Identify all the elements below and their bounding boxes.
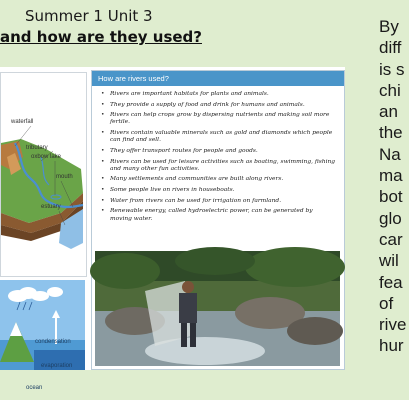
side-text-column (379, 16, 409, 357)
river-photo-illustration (95, 251, 340, 366)
list-item: • They provide a supply of food and drink for humans and animals. (100, 102, 336, 109)
side-text-line: ma (379, 166, 403, 186)
water-cycle-illustration (0, 280, 85, 370)
label-waterfall: waterfall (11, 119, 34, 125)
side-text-line: By (379, 17, 399, 36)
rivers-poster (0, 67, 345, 391)
side-text-line: bot (379, 187, 403, 207)
list-item: • They offer transport routes for people and goods. (100, 148, 336, 155)
label-condensation: condensation (35, 339, 71, 345)
uses-list (92, 86, 344, 223)
fishing-river-photo (95, 251, 340, 366)
list-item: • Rivers are important habitats for plants and animals. (100, 91, 336, 98)
label-tributary: tributary (26, 145, 48, 151)
side-text-line: fea (379, 272, 403, 292)
rivers-uses-panel (91, 70, 345, 370)
label-ocean: ocean (26, 385, 43, 391)
list-item: • Many settlements and communities are built along rivers. (100, 176, 336, 183)
list-item: • Rivers contain valuable minerals such as gold and diamonds which people can find and sell. (100, 130, 336, 144)
side-text-line: chi (379, 80, 401, 100)
side-text-line: the (379, 123, 403, 143)
side-text-line: of (379, 293, 394, 313)
unit-title: Summer 1 Unit 3 (25, 7, 153, 25)
label-evaporation: evaporation (41, 363, 73, 369)
side-text-line: is s (379, 59, 405, 79)
water-cycle-diagram (0, 280, 85, 391)
side-text-line: glo (379, 208, 402, 228)
list-item: • Some people live on rivers in houseboats. (100, 187, 336, 194)
label-estuary: estuary (41, 204, 61, 210)
page-question-title: and how are they used? (0, 28, 202, 46)
label-mouth: mouth (56, 174, 73, 180)
river-landscape-illustration (1, 73, 86, 276)
panel-heading: How are rivers used? (92, 71, 344, 86)
side-text-line: car (379, 229, 403, 249)
list-item: • Rivers can help crops grow by dispersing nutrients and making soil more fertile. (100, 112, 336, 126)
river-features-diagram (0, 72, 87, 277)
list-item: • Water from rivers can be used for irrigation on farmland. (100, 198, 336, 205)
label-oxbow-lake: oxbow lake (31, 154, 62, 160)
side-text-line: Na (379, 144, 401, 164)
list-item: • Rivers can be used for leisure activities such as boating, swimming, fishing and many other fun activities. (100, 159, 336, 173)
side-text-line: an (379, 102, 398, 122)
side-text-line: diff (379, 38, 402, 58)
side-text-line: hur (379, 336, 404, 356)
side-text-line: wil (379, 251, 399, 271)
side-text-line: rive (379, 315, 407, 335)
list-item: • Renewable energy, called hydroelectric power, can be generated by moving water. (100, 208, 336, 222)
